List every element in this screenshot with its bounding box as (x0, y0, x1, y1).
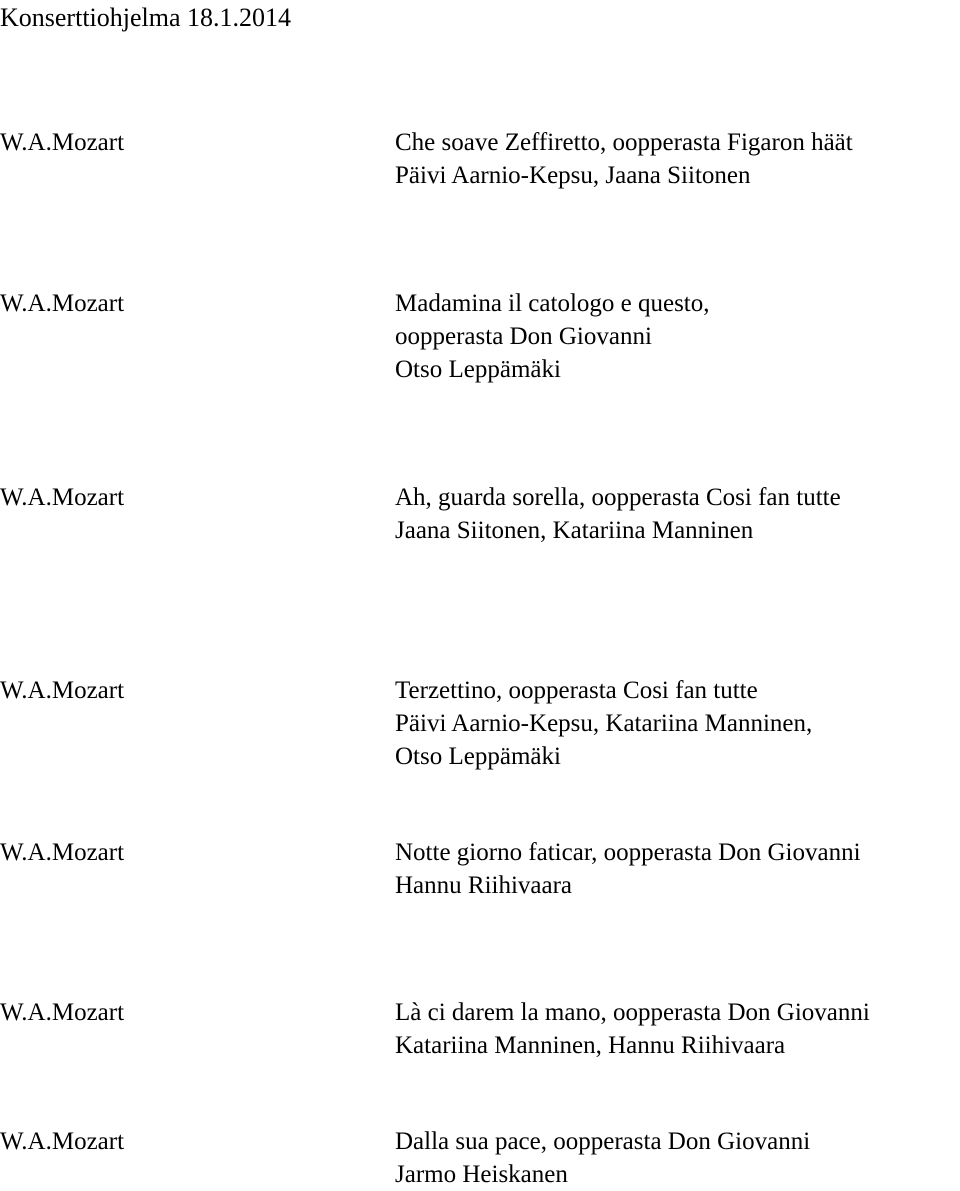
piece-details (395, 287, 710, 386)
performers-continued: Otso Leppämäki (395, 743, 561, 770)
piece-details (395, 836, 861, 902)
composer: W.A.Mozart (0, 484, 125, 511)
performers: Päivi Aarnio-Kepsu, Jaana Siitonen (395, 162, 751, 189)
composer: W.A.Mozart (0, 1128, 125, 1155)
piece-title: Madamina il catologo e questo, (395, 290, 710, 317)
piece-details (395, 996, 870, 1062)
piece-title: Ah, guarda sorella, oopperasta Cosi fan tutte (395, 484, 841, 511)
performers: Jarmo Heiskanen (395, 1161, 568, 1188)
performers: Katariina Manninen, Hannu Riihivaara (395, 1032, 786, 1059)
piece-title: Notte giorno faticar, oopperasta Don Giovanni (395, 839, 861, 866)
composer: W.A.Mozart (0, 290, 125, 317)
performers: Otso Leppämäki (395, 356, 561, 383)
composer: W.A.Mozart (0, 677, 125, 704)
piece-details (395, 1125, 810, 1191)
composer: W.A.Mozart (0, 839, 125, 866)
performers: Hannu Riihivaara (395, 872, 573, 899)
piece-title: Dalla sua pace, oopperasta Don Giovanni (395, 1128, 811, 1155)
piece-title-continued: oopperasta Don Giovanni (395, 323, 652, 350)
piece-details (395, 674, 812, 773)
composer: W.A.Mozart (0, 999, 125, 1026)
performers: Jaana Siitonen, Katariina Manninen (395, 517, 754, 544)
piece-details (395, 126, 853, 192)
performers: Päivi Aarnio-Kepsu, Katariina Manninen, (395, 710, 813, 737)
piece-title: Terzettino, oopperasta Cosi fan tutte (395, 677, 758, 704)
piece-details (395, 481, 841, 547)
piece-title: Che soave Zeffiretto, oopperasta Figaron häät (395, 129, 853, 156)
piece-title: Là ci darem la mano, oopperasta Don Giovanni (395, 999, 870, 1026)
composer: W.A.Mozart (0, 129, 125, 156)
page-title: Konserttiohjelma 18.1.2014 (0, 3, 292, 32)
